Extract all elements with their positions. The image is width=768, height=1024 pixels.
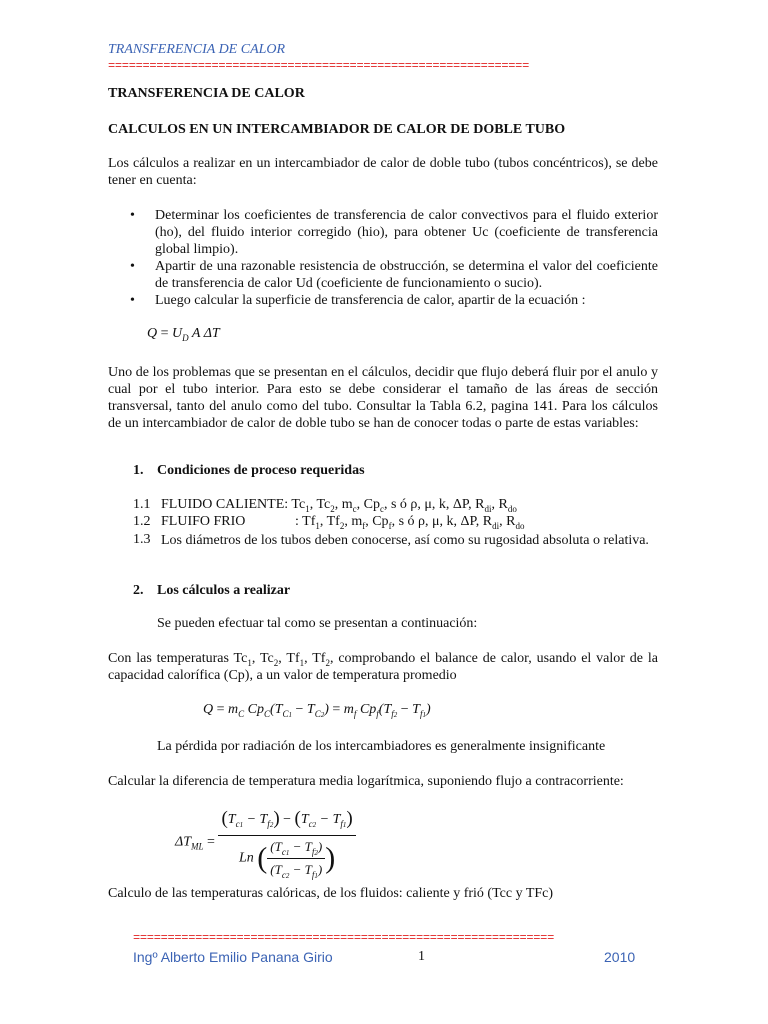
- caloric-temperatures-paragraph: Calculo de las temperaturas calóricas, de los fluidos: caliente y frió (Tcc y TFc): [108, 886, 554, 901]
- document-heading: TRANSFERENCIA DE CALOR: [108, 86, 305, 101]
- cold-fluid-variables: : $Tf_1$, $Tf_2$, $m_f$, $Cp_f$, s ó ρ, μ, k, ΔP, $R_{di}$, $R_{do}$: [295, 514, 525, 531]
- header-rule: =============================================================: [108, 59, 529, 73]
- lmtd-fraction: [218, 806, 355, 879]
- bullet-item: • Apartir de una razonable resistencia de obstrucción, se determina el valor del coeficiente de transferencia de calor Ud (coeficiente de funcionamiento o sucio).: [108, 258, 658, 292]
- section-2-number: 2.: [133, 583, 144, 598]
- document-subheading: CALCULOS EN UN INTERCAMBIADOR DE CALOR DE DOBLE TUBO: [108, 122, 566, 137]
- cold-fluid-label: FLUIFO FRIO: [161, 514, 246, 529]
- footer-year: 2010: [604, 949, 636, 965]
- heat-balance-paragraph: Con las temperaturas $Tc_1$, $Tc_2$, $Tf_1$, $Tf_2$, comprobando el balance de calor, usando el valor de la capacidad calorífica (Cp), a un valor de temperatura promedio: [108, 651, 658, 683]
- section-1-title: Condiciones de proceso requeridas: [157, 463, 365, 478]
- bullet-item: • Determinar los coeficientes de transferencia de calor convectivos para el fluido exterior (ho), del fluido interior corregido (hio), para obtener Uc (coeficiente de transferencia global limpio).: [108, 207, 658, 258]
- intro-paragraph: Los cálculos a realizar en un intercambiador de calor de doble tubo (tubos concéntricos), se debe tener en cuenta:: [108, 156, 658, 188]
- equation-heat-balance: $Q = m_C$ $Cp_C(T_{C1} - T_{C2}) = m_f$ $Cp_f(T_{f2} - T_{f1})$: [203, 702, 431, 719]
- list-item-1-3: 1.3: [133, 532, 151, 547]
- area-paragraph: Uno de los problemas que se presentan en el cálculos, decidir que flujo deberá fluir por el anulo y cual por el tubo interior. Para esto se debe considerar el tamaño de las áreas de sección transversal, tanto del anulo como del tubo. Consultar la Tabla 6.2, pagina 141. Para los cálculos de un intercambiador de calor de doble tubo se han de conocer todas o parte de estas variables:: [108, 365, 658, 431]
- list-item-1-1: 1.1: [133, 497, 151, 512]
- lmtd-denominator: Ln ( $\frac{(T_{c1} - T_{f2})}{(T_{c2} - T_{f1})}$ ): [238, 839, 336, 880]
- section-2-lead: Se pueden efectuar tal como se presentan a continuación:: [157, 616, 478, 631]
- bullet-list: [108, 207, 658, 309]
- footer-author: Ingº Alberto Emilio Panana Girio: [133, 949, 333, 965]
- page-number: 1: [418, 949, 425, 964]
- radiation-note: La pérdida por radiación de los intercambiadores es generalmente insignificante: [157, 739, 606, 754]
- hot-fluid-variables: FLUIDO CALIENTE: $Tc_1$, $Tc_2$, $m_c$, $Cp_c$, s ó ρ, μ, k, ΔP, $R_{di}$, $R_{do}$: [161, 497, 517, 514]
- equation-heat-transfer: $Q = U_D$ A ΔT: [147, 326, 220, 343]
- lmtd-paragraph: Calcular la diferencia de temperatura media logarítmica, suponiendo flujo a contracorriente:: [108, 774, 624, 789]
- list-item-1-2: 1.2: [133, 514, 151, 529]
- footer-rule: =============================================================: [133, 931, 554, 945]
- equation-lmtd: $\Delta T_{ML}$ = $(T_{c1} - T_{f2}) - (T_{c2} - T_{f1})$ Ln ( $\frac{(T_{c1} - T_{f2})}{(T_{c2} - T_{f1})}$ ): [175, 806, 356, 879]
- section-2-title: Los cálculos a realizar: [157, 583, 291, 598]
- lmtd-numerator: $(T_{c1} - T_{f2}) - (T_{c2} - T_{f1})$: [218, 806, 355, 836]
- running-header-title: TRANSFERENCIA DE CALOR: [108, 42, 286, 57]
- bullet-item: • Luego calcular la superficie de transferencia de calor, apartir de la ecuación :: [108, 292, 658, 309]
- tube-diameters-text: Los diámetros de los tubos deben conocerse, así como su rugosidad absoluta o relativa.: [161, 533, 649, 548]
- section-1-number: 1.: [133, 463, 144, 478]
